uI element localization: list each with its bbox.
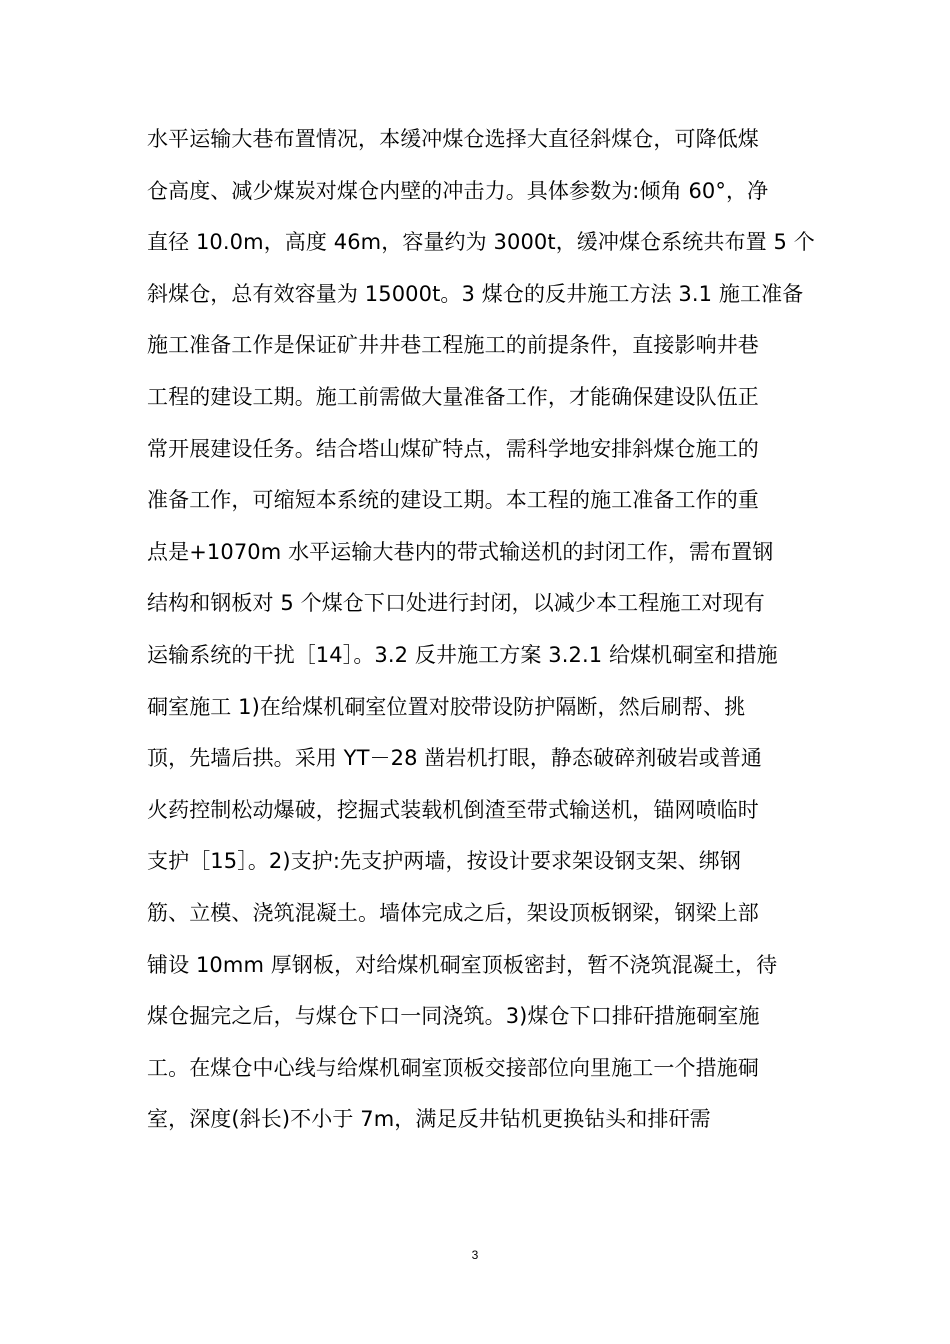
text-line: 斜煤仓，总有效容量为 15000t。3 煤仓的反井施工方法 3.1 施工准备	[147, 281, 804, 306]
text-line: 施工准备工作是保证矿井井巷工程施工的前提条件，直接影响井巷	[147, 333, 759, 358]
text-line: 硐室施工 1)在给煤机硐室位置对胶带设防护隔断，然后刷帮、挑	[147, 694, 746, 719]
text-line: 支护［15］。2)支护:先支护两墙，按设计要求架设钢支架、绑钢	[147, 849, 741, 874]
text-line: 常开展建设任务。结合塔山煤矿特点，需科学地安排斜煤仓施工的	[147, 436, 759, 461]
text-line: 准备工作，可缩短本系统的建设工期。本工程的施工准备工作的重	[147, 488, 759, 513]
text-line: 结构和钢板对 5 个煤仓下口处进行封闭，以减少本工程施工对现有	[147, 591, 765, 616]
text-line: 火药控制松动爆破，挖掘式装载机倒渣至带式输送机，锚网喷临时	[147, 797, 759, 822]
text-line: 顶，先墙后拱。采用 YT－28 凿岩机打眼，静态破碎剂破岩或普通	[147, 746, 762, 771]
text-line: 运输系统的干扰［14］。3.2 反井施工方案 3.2.1 给煤机硐室和措施	[147, 642, 778, 667]
text-line: 仓高度、减少煤炭对煤仓内壁的冲击力。具体参数为:倾角 60°，净	[147, 178, 769, 203]
text-line: 筋、立模、浇筑混凝土。墙体完成之后，架设顶板钢梁，钢梁上部	[147, 900, 759, 925]
text-line: 煤仓掘完之后，与煤仓下口一同浇筑。3)煤仓下口排矸措施硐室施	[147, 1004, 760, 1029]
page-number: 3	[471, 1248, 479, 1262]
text-line: 工。在煤仓中心线与给煤机硐室顶板交接部位向里施工一个措施硐	[147, 1055, 759, 1080]
text-line: 室，深度(斜长)不小于 7m，满足反井钻机更换钻头和排矸需	[147, 1107, 711, 1132]
body-text	[147, 114, 817, 1146]
text-line: 水平运输大巷布置情况，本缓冲煤仓选择大直径斜煤仓，可降低煤	[147, 127, 759, 151]
text-line: 铺设 10mm 厚钢板，对给煤机硐室顶板密封，暂不浇筑混凝土，待	[147, 952, 778, 977]
text-line: 直径 10.0m，高度 46m，容量约为 3000t，缓冲煤仓系统共布置 5 个	[147, 230, 815, 255]
text-line: 工程的建设工期。施工前需做大量准备工作，才能确保建设队伍正	[147, 384, 759, 409]
text-line: 点是+1070m 水平运输大巷内的带式输送机的封闭工作，需布置钢	[147, 539, 774, 564]
